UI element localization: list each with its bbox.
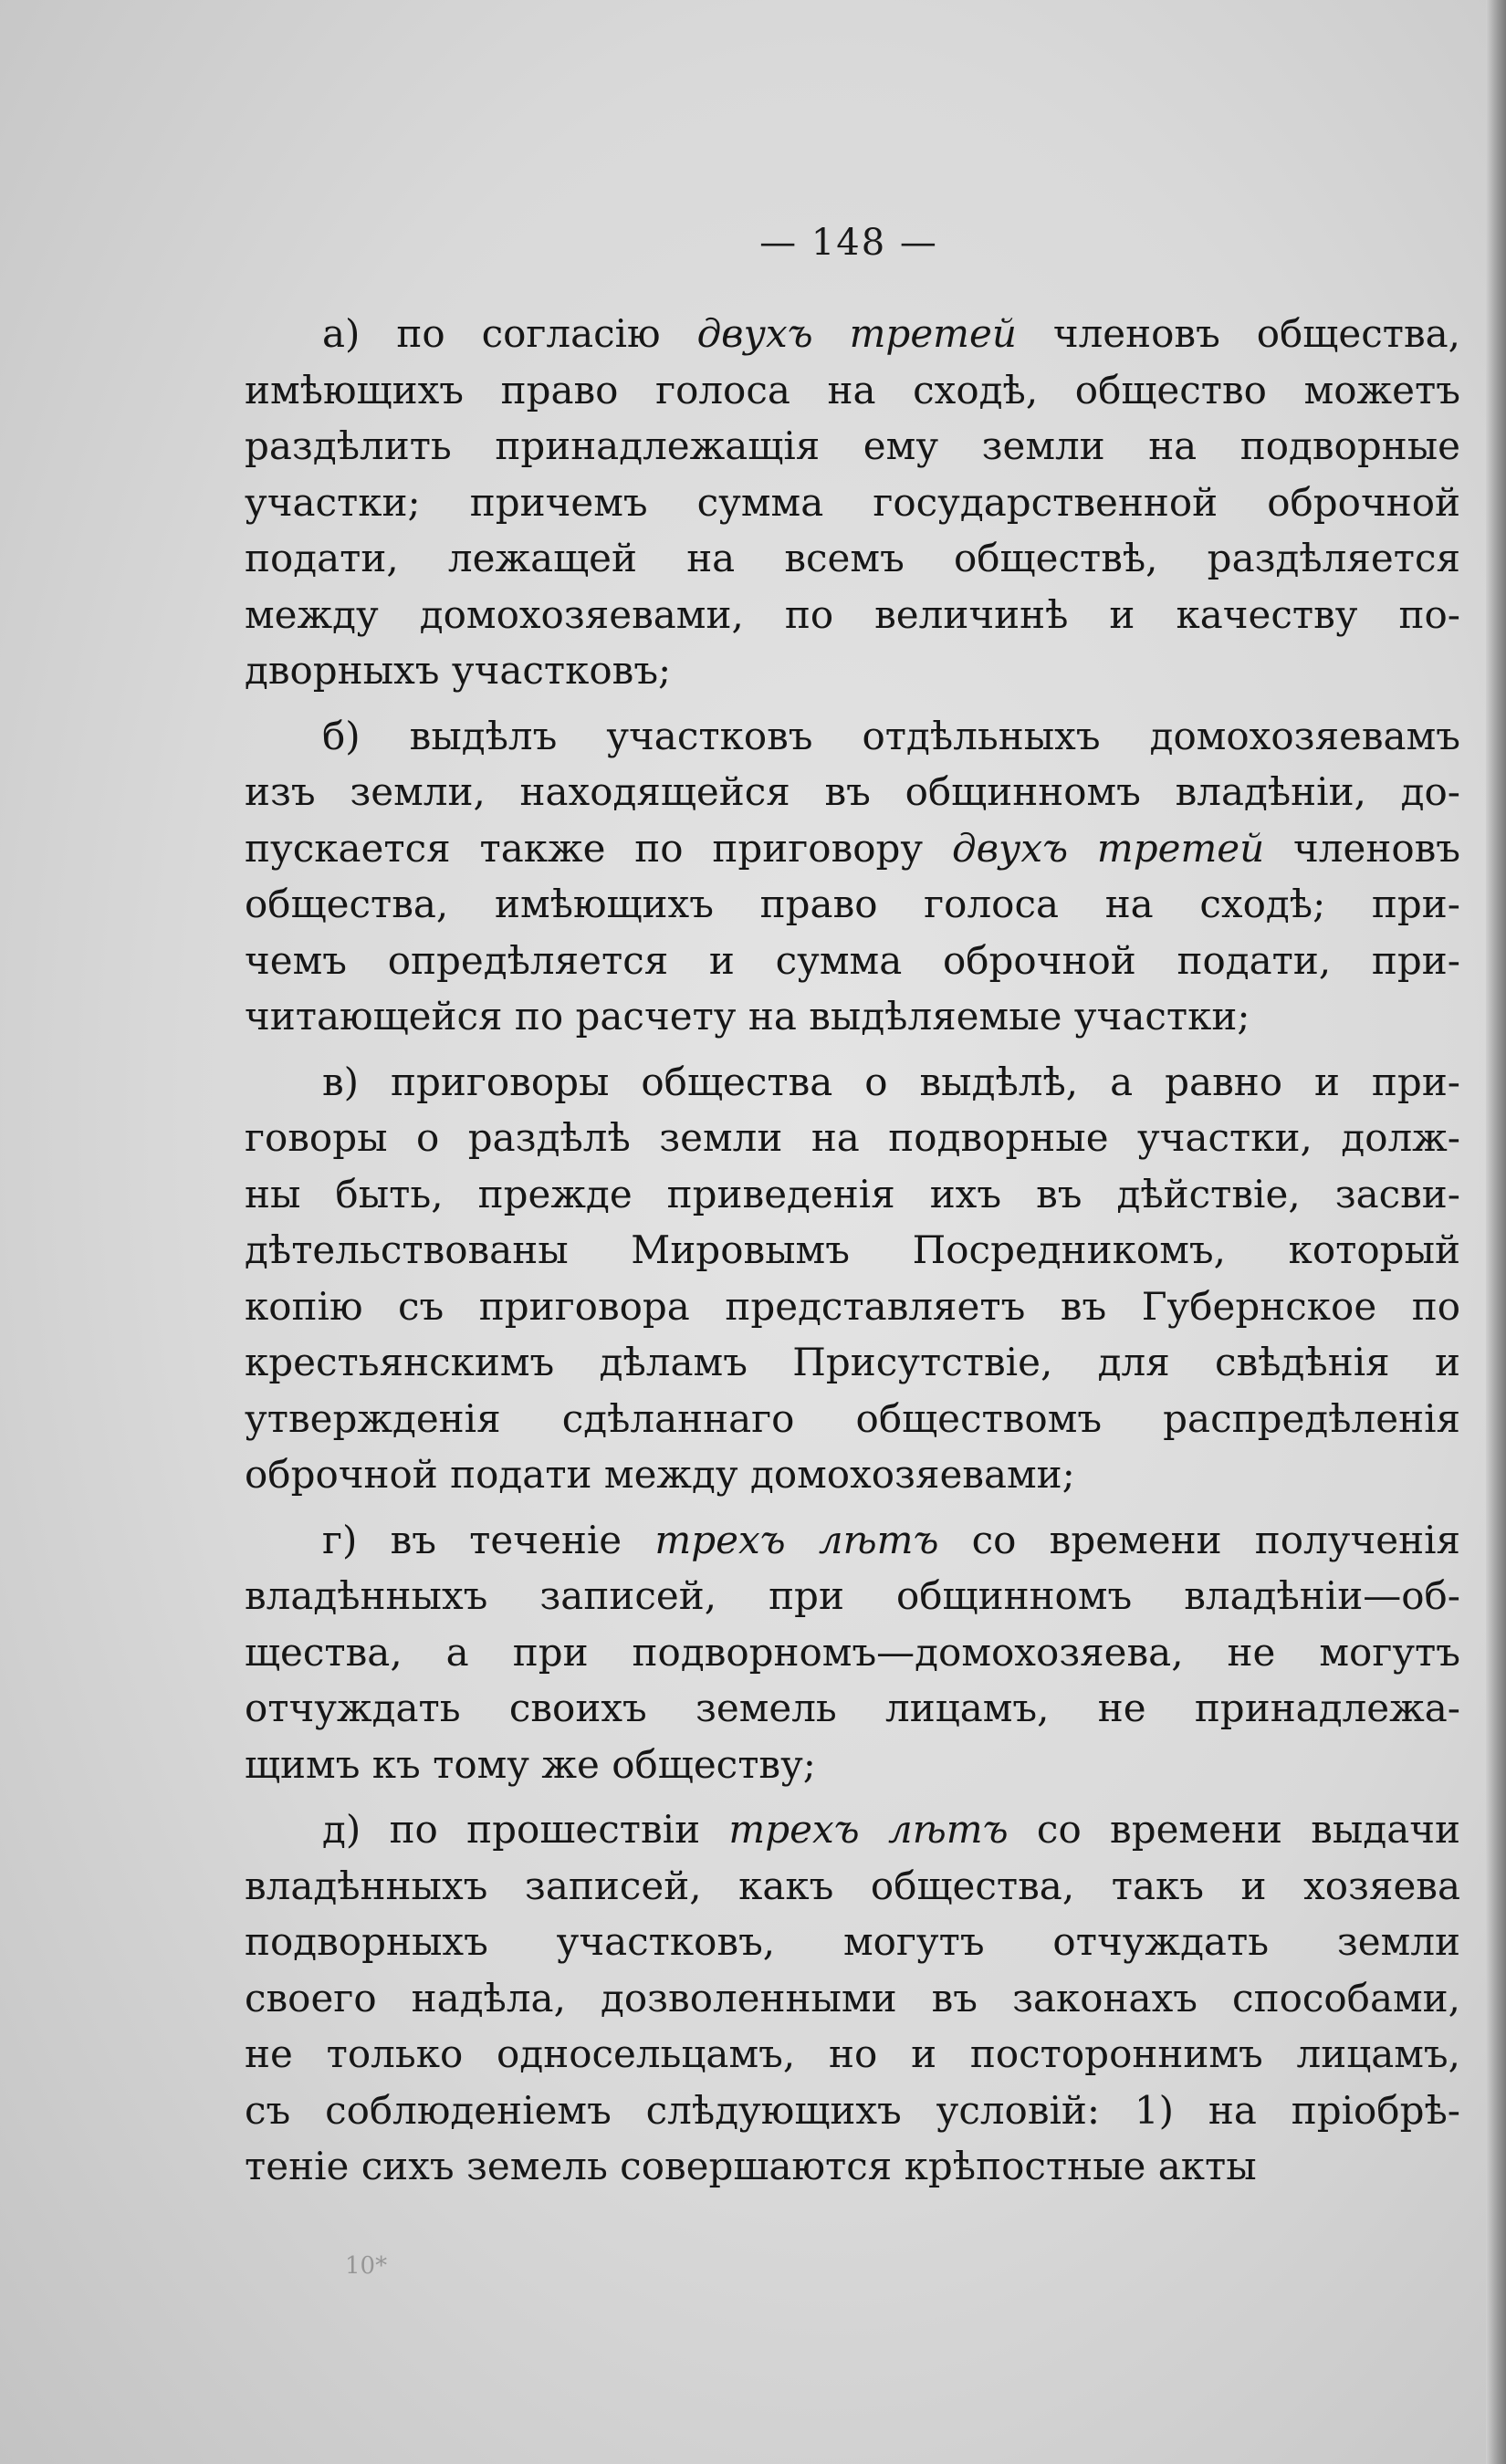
text-line	[245, 876, 1460, 933]
text-run: отчуждать своихъ земель лицамъ, не принадлежа-	[245, 1686, 1460, 1730]
text-line	[245, 1166, 1460, 1223]
text-line	[245, 764, 1460, 820]
italic-emphasis: трехъ лѣтъ	[728, 1807, 1009, 1852]
text-line	[245, 587, 1460, 643]
page-edge-shadow	[1486, 0, 1506, 2464]
text-run: имѣющихъ право голоса на сходѣ, общество можетъ	[245, 367, 1460, 412]
text-line	[245, 306, 1460, 362]
text-line	[245, 475, 1460, 531]
paragraph	[245, 708, 1460, 1045]
text-run: чемъ опредѣляется и сумма оброчной подати, при-	[245, 937, 1460, 983]
text-line	[245, 988, 1460, 1045]
text-run: ны быть, прежде приведенія ихъ въ дѣйствіе, засви-	[245, 1171, 1460, 1216]
text-run: щимъ къ тому же обществу;	[245, 1741, 816, 1787]
body-text	[245, 306, 1460, 2204]
text-line	[245, 1970, 1460, 2027]
text-line	[245, 530, 1460, 587]
text-line	[245, 1568, 1460, 1624]
text-run: раздѣлить принадлежащія ему земли на подворные	[245, 423, 1460, 468]
text-line	[245, 1624, 1460, 1681]
text-run: владѣнныхъ записей, при общинномъ владѣніи—об-	[245, 1573, 1460, 1618]
text-run: между домохозяевами, по величинѣ и качеству по-	[245, 591, 1460, 637]
text-run: членовъ общества,	[1016, 311, 1460, 356]
text-line	[245, 1391, 1460, 1447]
text-line	[245, 1110, 1460, 1166]
text-run: копію съ приговора представляетъ въ Губернское по	[245, 1283, 1460, 1329]
text-line	[245, 1279, 1460, 1335]
text-run: д) по прошествіи	[322, 1807, 729, 1852]
text-run: утвержденія сдѣланнаго обществомъ распредѣленія	[245, 1395, 1460, 1441]
text-run: говоры о раздѣлѣ земли на подворные участки, долж-	[245, 1115, 1460, 1160]
text-run: дѣтельствованы Мировымъ Посредникомъ, который	[245, 1227, 1460, 1272]
text-run: со времени выдачи	[1008, 1807, 1460, 1852]
text-line	[245, 1680, 1460, 1737]
paragraph	[245, 1801, 1460, 2195]
italic-emphasis: трехъ лѣтъ	[654, 1517, 939, 1562]
text-line	[245, 820, 1460, 877]
text-line	[245, 1334, 1460, 1391]
signature-mark: 10*	[345, 2252, 388, 2280]
text-line	[245, 2138, 1460, 2195]
text-line	[245, 1512, 1460, 1569]
text-run: крестьянскимъ дѣламъ Присутствіе, для свѣдѣнія и	[245, 1340, 1460, 1384]
paragraph	[245, 1512, 1460, 1793]
text-run: со времени полученія	[938, 1517, 1460, 1562]
text-run: оброчной подати между домохозяевами;	[245, 1452, 1075, 1497]
text-run: пускается также по приговору	[245, 825, 952, 871]
text-run: щества, а при подворномъ—домохозяева, не могутъ	[245, 1629, 1460, 1675]
text-run: теніе сихъ земель совершаются крѣпостные акты	[245, 2144, 1257, 2188]
text-line	[245, 1446, 1460, 1503]
text-run: членовъ	[1264, 825, 1460, 871]
text-line	[245, 1914, 1460, 1970]
text-line	[245, 1737, 1460, 1793]
text-run: владѣнныхъ записей, какъ общества, такъ и хозяева	[245, 1863, 1460, 1908]
italic-emphasis: двухъ третей	[696, 311, 1017, 356]
italic-emphasis: двухъ третей	[951, 825, 1265, 871]
text-line	[245, 1054, 1460, 1111]
paragraph	[245, 306, 1460, 699]
text-run: а) по согласію	[322, 311, 697, 356]
text-line	[245, 1222, 1460, 1279]
page-number: — 148 —	[759, 222, 938, 264]
text-line	[245, 642, 1460, 699]
text-run: подворныхъ участковъ, могутъ отчуждать земли	[245, 1919, 1460, 1964]
paragraph	[245, 1054, 1460, 1503]
text-run: изъ земли, находящейся въ общинномъ владѣніи, до-	[245, 769, 1460, 814]
text-run: подати, лежащей на всемъ обществѣ, раздѣляется	[245, 536, 1460, 580]
text-line	[245, 1858, 1460, 1915]
text-line	[245, 2026, 1460, 2083]
text-line	[245, 933, 1460, 989]
text-run: дворныхъ участковъ;	[245, 648, 672, 693]
text-line	[245, 2083, 1460, 2139]
text-line	[245, 418, 1460, 475]
text-run: б) выдѣлъ участковъ отдѣльныхъ домохозяевамъ	[322, 713, 1460, 758]
text-line	[245, 708, 1460, 765]
text-run: участки; причемъ сумма государственной оброчной	[245, 479, 1460, 525]
text-run: общества, имѣющихъ право голоса на сходѣ; при-	[245, 882, 1460, 926]
text-line	[245, 1801, 1460, 1858]
text-run: своего надѣла, дозволенными въ законахъ способами,	[245, 1975, 1460, 2020]
text-run: съ соблюденіемъ слѣдующихъ условій: 1) на пріобрѣ-	[245, 2087, 1460, 2133]
text-run: не только односельцамъ, но и постороннимъ лицамъ,	[245, 2031, 1460, 2076]
text-run: читающейся по расчету на выдѣляемые участки;	[245, 994, 1250, 1039]
text-run: г) въ теченіе	[322, 1517, 655, 1562]
text-run: в) приговоры общества о выдѣлѣ, а равно и при-	[322, 1059, 1460, 1104]
text-line	[245, 362, 1460, 419]
